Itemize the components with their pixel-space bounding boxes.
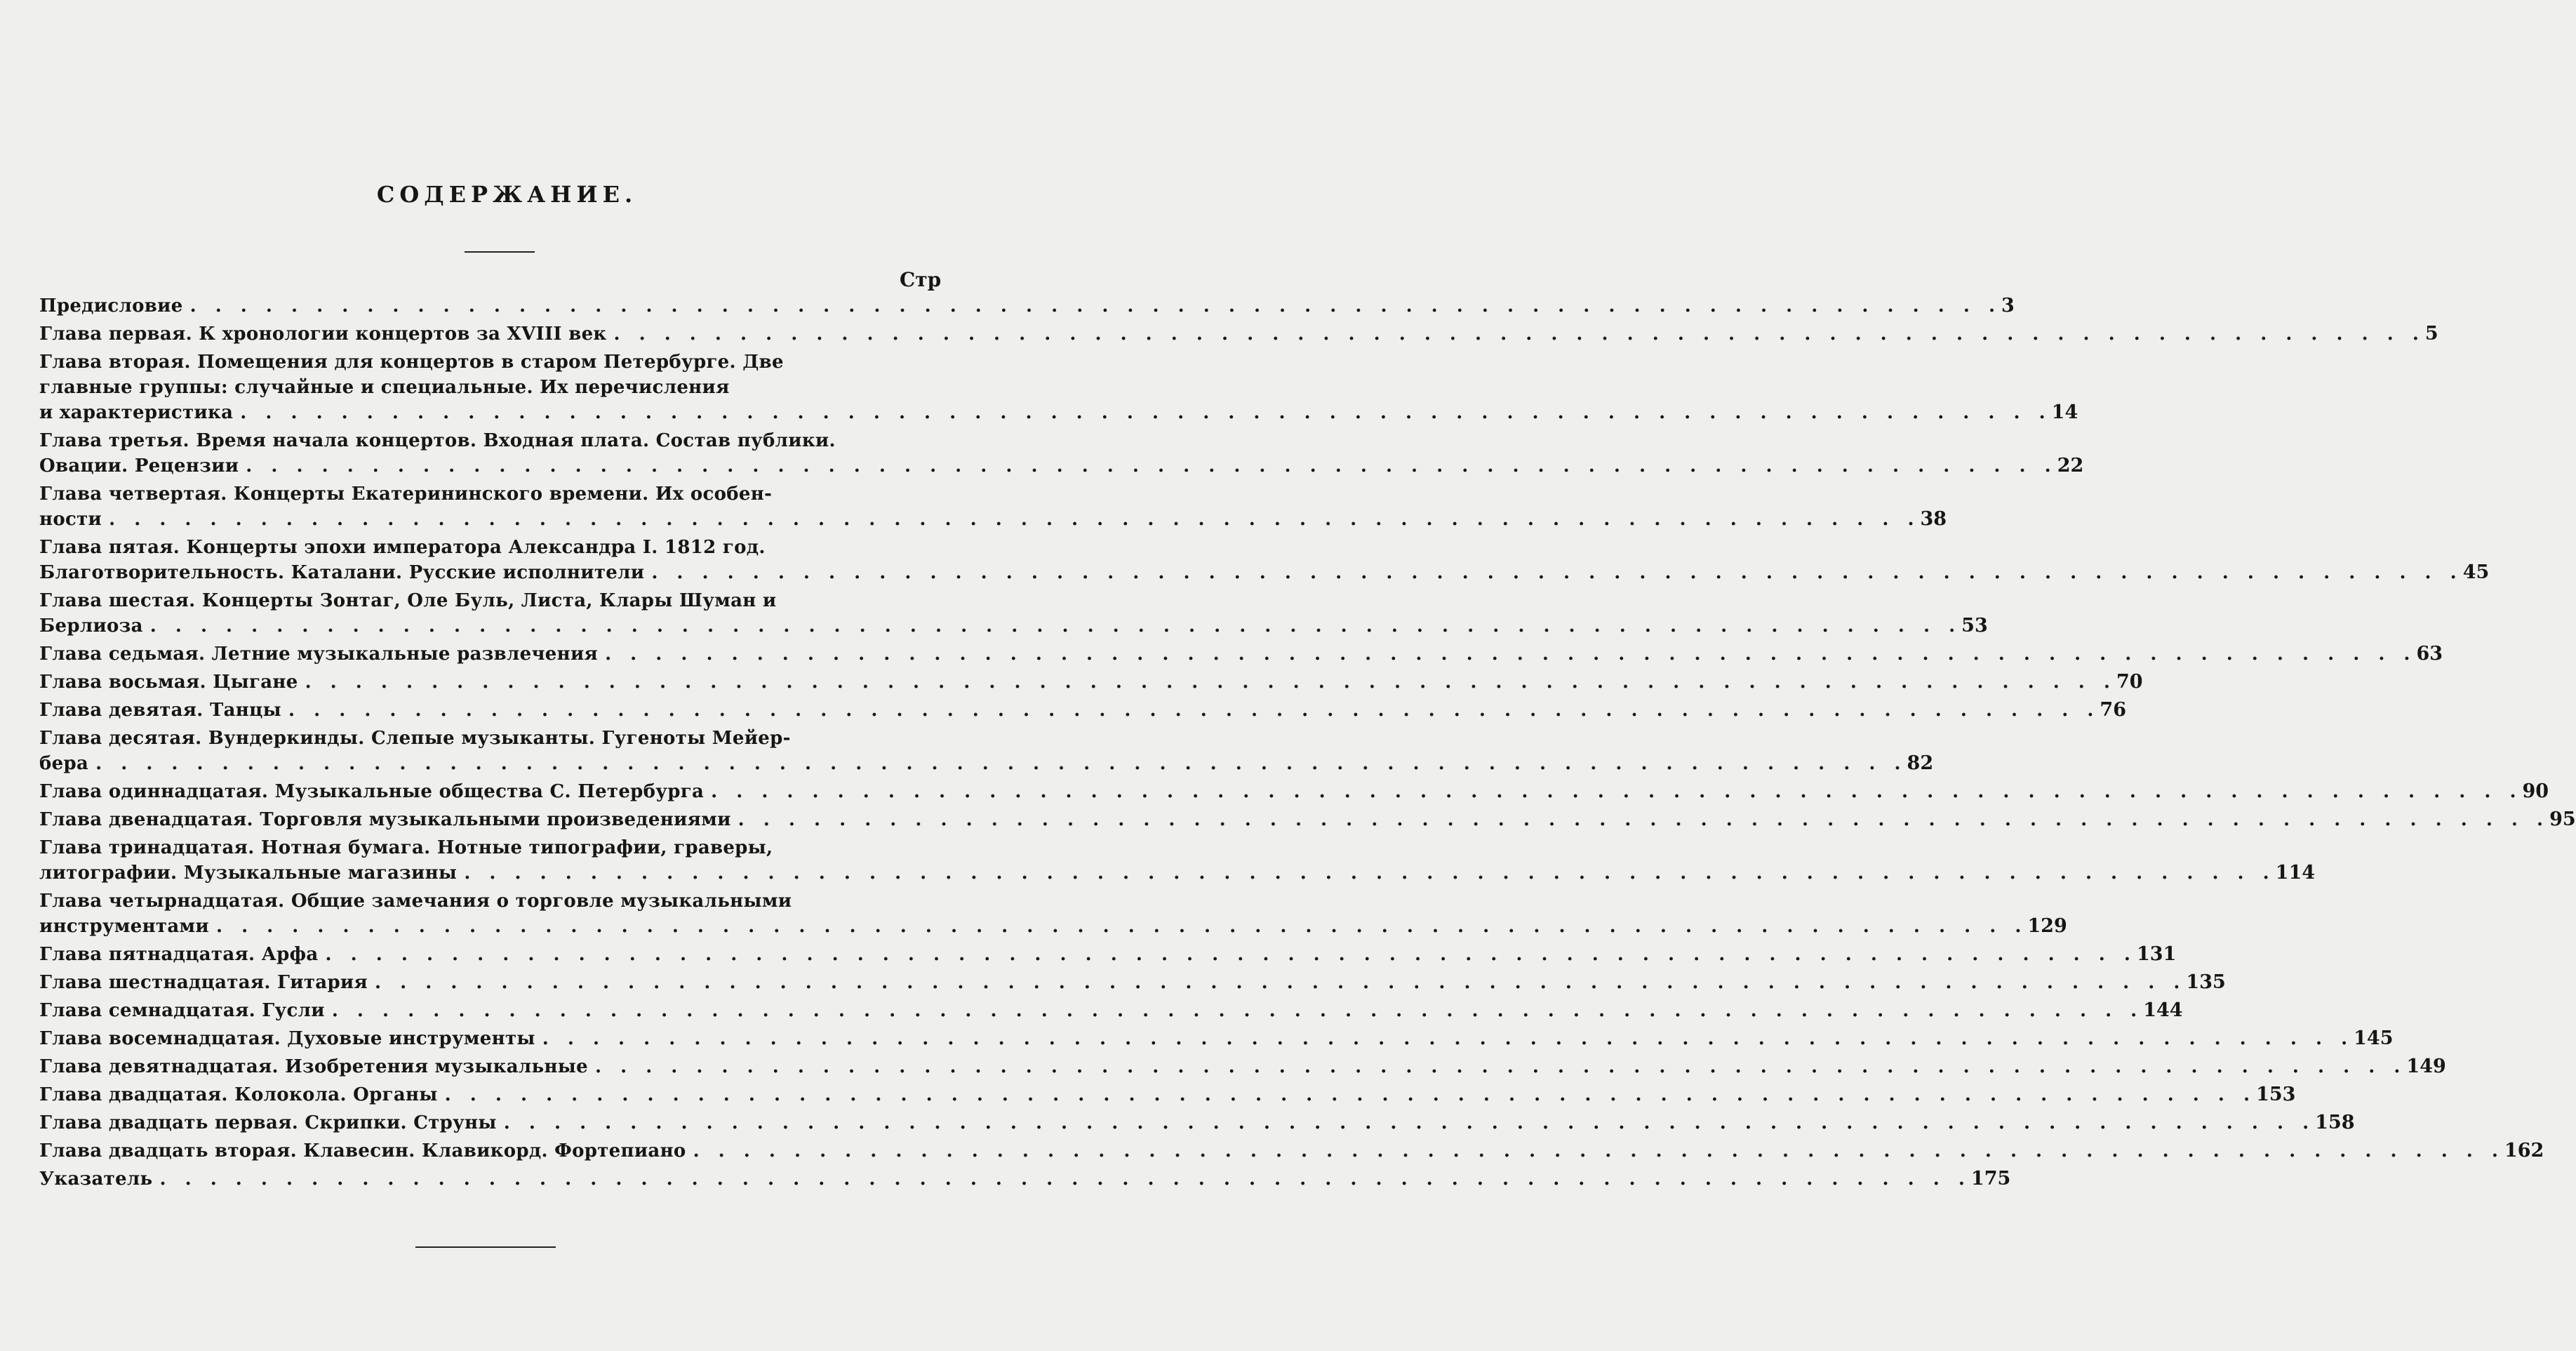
dot-leader bbox=[686, 1138, 2504, 1164]
toc-entry-title bbox=[39, 293, 2001, 319]
dot-leader bbox=[102, 507, 1920, 532]
toc-entry-title bbox=[39, 807, 2549, 832]
toc-entry-page-number: 144 bbox=[2143, 999, 2183, 1021]
toc-entry bbox=[39, 1082, 2296, 1107]
toc-entry-line: Глава одиннадцатая. Музыкальные общества С. Петербурга bbox=[39, 781, 705, 802]
toc-entry bbox=[39, 1026, 2394, 1051]
toc-entry-line: Глава четырнадцатая. Общие замечания о торговле музыкальными bbox=[39, 891, 792, 912]
toc-entry-page-number: 149 bbox=[2406, 1056, 2446, 1077]
toc-entry-title bbox=[39, 1166, 1971, 1192]
toc-entry bbox=[39, 807, 2576, 832]
toc-entry-title bbox=[39, 428, 2057, 479]
toc-entry bbox=[39, 889, 2067, 939]
toc-entry-title bbox=[39, 1026, 2354, 1051]
toc-entry bbox=[39, 998, 2183, 1023]
toc-entry bbox=[39, 350, 2078, 425]
toc-entry-page-number: 95 bbox=[2549, 808, 2576, 830]
toc-entry bbox=[39, 726, 1934, 776]
toc-entry-title bbox=[39, 835, 2276, 886]
toc-entry bbox=[39, 428, 2084, 479]
toc-entry-page-number: 145 bbox=[2354, 1027, 2394, 1049]
toc-entry-title bbox=[39, 1054, 2406, 1079]
dot-leader bbox=[209, 914, 2027, 939]
toc-entry-line: Предисловие bbox=[39, 295, 183, 317]
toc-entry bbox=[39, 970, 2226, 995]
title-divider bbox=[465, 251, 535, 253]
toc-entry bbox=[39, 670, 2143, 695]
toc-entry bbox=[39, 1110, 2355, 1136]
toc-entry-line: Глава двадцать первая. Скрипки. Струны bbox=[39, 1112, 497, 1133]
toc-entry-title bbox=[39, 588, 1961, 639]
toc-entry-line: Глава пятая. Концерты эпохи императора Александра I. 1812 год. bbox=[39, 537, 766, 558]
toc-entry-line: Глава вторая. Помещения для концертов в старом Петербурге. Две bbox=[39, 352, 784, 373]
toc-entry-title bbox=[39, 641, 2416, 667]
toc-entry-line: Глава девятая. Танцы bbox=[39, 700, 282, 721]
toc-entry bbox=[39, 641, 2443, 667]
page-column-header: Стр bbox=[900, 268, 942, 291]
toc-entry bbox=[39, 535, 2490, 585]
toc-entry-title bbox=[39, 1082, 2256, 1107]
toc-entry-line: главные группы: случайные и специальные. Их перечисления bbox=[39, 377, 730, 398]
toc-entry bbox=[39, 698, 2126, 723]
toc-entry-title bbox=[39, 670, 2116, 695]
toc-entry bbox=[39, 1054, 2446, 1079]
toc-entry-line: Овации. Рецензии bbox=[39, 455, 239, 477]
toc-entry-title bbox=[39, 998, 2143, 1023]
toc-entry-title bbox=[39, 321, 2425, 347]
dot-leader bbox=[731, 807, 2549, 832]
toc-entry-line: Глава двадцать вторая. Клавесин. Клавикорд. Фортепиано bbox=[39, 1140, 686, 1162]
toc-entry-page-number: 5 bbox=[2424, 323, 2438, 345]
dot-leader bbox=[239, 453, 2057, 479]
toc-entry-page-number: 63 bbox=[2416, 643, 2443, 665]
dot-leader bbox=[368, 970, 2186, 995]
toc-entry-page-number: 45 bbox=[2462, 561, 2490, 583]
toc-entry-line: Глава четвертая. Концерты Екатерининского времени. Их особен- bbox=[39, 484, 773, 505]
toc-entry-line: инструментами bbox=[39, 916, 209, 937]
toc-entry-line: Глава шестнадцатая. Гитария bbox=[39, 972, 368, 993]
toc-entry-page-number: 3 bbox=[2001, 295, 2015, 317]
toc-entry bbox=[39, 293, 2015, 319]
toc-entry-line: Глава двадцатая. Колокола. Органы bbox=[39, 1084, 438, 1105]
bottom-divider bbox=[415, 1246, 556, 1248]
toc-entry-line: Глава шестая. Концерты Зонтаг, Оле Буль, Листа, Клары Шуман и bbox=[39, 590, 777, 611]
toc-entry-page-number: 131 bbox=[2136, 943, 2177, 965]
toc-entry-title bbox=[39, 970, 2186, 995]
toc-entry bbox=[39, 321, 2438, 347]
dot-leader bbox=[319, 942, 2137, 967]
dot-leader bbox=[298, 670, 2116, 695]
toc-entry-line: Глава тринадцатая. Нотная бумага. Нотные типографии, граверы, bbox=[39, 837, 773, 858]
toc-entry-line: Глава восемнадцатая. Духовые инструменты bbox=[39, 1028, 535, 1049]
table-of-contents bbox=[39, 293, 2576, 1194]
toc-entry-line: и характеристика bbox=[39, 402, 234, 423]
toc-entry bbox=[39, 835, 2316, 886]
toc-entry bbox=[39, 481, 1947, 532]
dot-leader bbox=[588, 1054, 2406, 1079]
toc-entry-page-number: 129 bbox=[2027, 915, 2067, 937]
toc-entry-title bbox=[39, 481, 1921, 532]
toc-entry-line: Глава восьмая. Цыгане bbox=[39, 672, 298, 693]
toc-entry-line: Глава девятнадцатая. Изобретения музыкальные bbox=[39, 1056, 588, 1077]
toc-entry-title bbox=[39, 889, 2027, 939]
toc-entry-page-number: 76 bbox=[2100, 699, 2126, 721]
page-title: СОДЕРЖАНИЕ. bbox=[376, 181, 638, 208]
toc-entry bbox=[39, 1166, 2011, 1192]
toc-entry-line: Глава десятая. Вундеркинды. Слепые музыканты. Гугеноты Мейер- bbox=[39, 728, 791, 749]
toc-entry-title bbox=[39, 535, 2463, 585]
toc-entry-title bbox=[39, 942, 2137, 967]
toc-entry bbox=[39, 588, 1988, 639]
dot-leader bbox=[438, 1082, 2256, 1107]
toc-entry-page-number: 175 bbox=[1970, 1168, 2011, 1190]
toc-entry bbox=[39, 779, 2549, 804]
toc-entry-page-number: 14 bbox=[2051, 401, 2078, 423]
dot-leader bbox=[143, 613, 1961, 639]
dot-leader bbox=[598, 641, 2416, 667]
dot-leader bbox=[704, 779, 2522, 804]
toc-entry-line: Глава двенадцатая. Торговля музыкальными произведениями bbox=[39, 809, 731, 830]
dot-leader bbox=[644, 560, 2462, 585]
toc-entry-line: Глава пятнадцатая. Арфа bbox=[39, 944, 319, 965]
dot-leader bbox=[497, 1110, 2315, 1136]
toc-entry-page-number: 53 bbox=[1961, 615, 1988, 637]
toc-entry-page-number: 114 bbox=[2275, 862, 2316, 884]
toc-entry-line: Указатель bbox=[39, 1169, 153, 1190]
toc-entry-page-number: 158 bbox=[2315, 1112, 2355, 1133]
toc-entry-page-number: 135 bbox=[2186, 971, 2226, 993]
toc-entry-line: Благотворительность. Каталани. Русские исполнители bbox=[39, 562, 645, 583]
dot-leader bbox=[457, 860, 2275, 886]
dot-leader bbox=[233, 400, 2051, 425]
toc-entry-line: ности bbox=[39, 509, 102, 530]
toc-entry-line: литографии. Музыкальные магазины bbox=[39, 863, 458, 884]
toc-entry-title bbox=[39, 1138, 2504, 1164]
toc-entry-page-number: 90 bbox=[2522, 780, 2549, 802]
toc-entry-title bbox=[39, 1110, 2315, 1136]
dot-leader bbox=[607, 321, 2425, 347]
toc-entry-title bbox=[39, 350, 2052, 425]
toc-entry-line: Глава семнадцатая. Гусли bbox=[39, 1000, 325, 1021]
dot-leader bbox=[88, 751, 1907, 776]
dot-leader bbox=[325, 998, 2143, 1023]
toc-entry-line: Глава первая. К хронологии концертов за XVIII век bbox=[39, 324, 607, 345]
toc-entry-page-number: 38 bbox=[1920, 508, 1947, 530]
toc-entry-line: бера bbox=[39, 753, 89, 774]
toc-entry-title bbox=[39, 779, 2523, 804]
toc-entry-page-number: 162 bbox=[2504, 1140, 2544, 1162]
toc-entry-page-number: 70 bbox=[2116, 671, 2143, 693]
toc-entry-title bbox=[39, 726, 1907, 776]
dot-leader bbox=[535, 1026, 2354, 1051]
toc-entry-line: Глава третья. Время начала концертов. Входная плата. Состав публики. bbox=[39, 430, 836, 451]
toc-entry bbox=[39, 1138, 2544, 1164]
toc-entry-line: Берлиоза bbox=[39, 615, 143, 637]
toc-entry bbox=[39, 942, 2177, 967]
dot-leader bbox=[281, 698, 2100, 723]
dot-leader bbox=[183, 293, 2001, 319]
dot-leader bbox=[153, 1166, 1971, 1192]
toc-entry-title bbox=[39, 698, 2100, 723]
toc-entry-page-number: 82 bbox=[1907, 752, 1934, 774]
toc-entry-page-number: 153 bbox=[2256, 1084, 2296, 1105]
toc-entry-line: Глава седьмая. Летние музыкальные развлечения bbox=[39, 644, 599, 665]
toc-entry-page-number: 22 bbox=[2057, 455, 2084, 477]
